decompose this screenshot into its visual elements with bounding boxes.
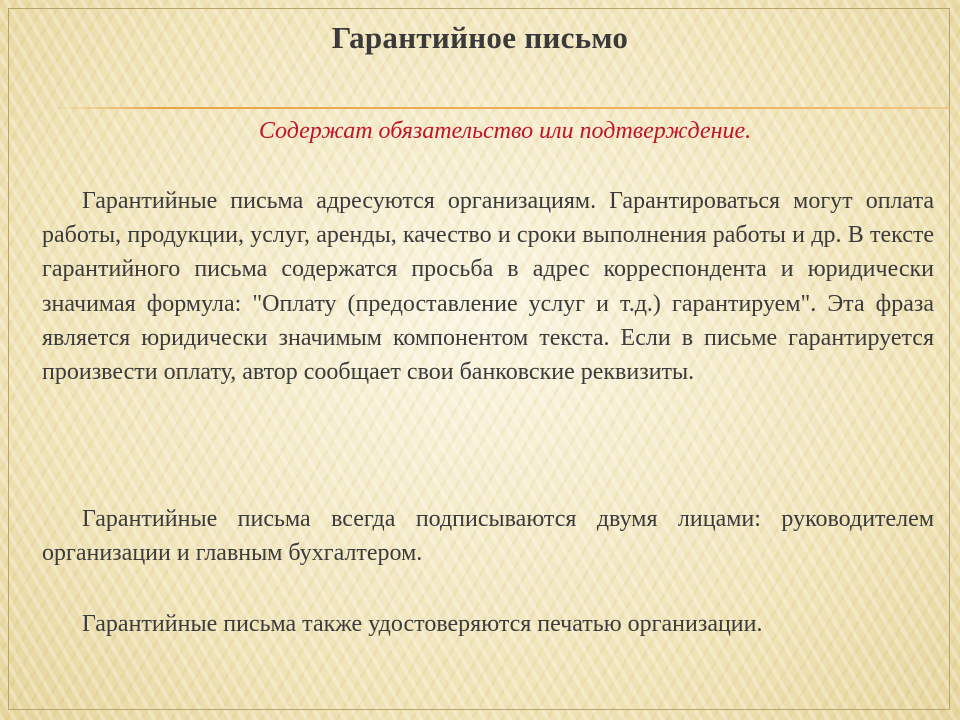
body-paragraph-seal: Гарантийные письма также удостоверяются печатью организации. [82, 611, 763, 637]
body-paragraph-addressing: Гарантийные письма адресуются организациям. Гарантироваться могут оплата работы, продукции, услуг, аренды, качество и сроки выполнения работы и др. В тексте гарантийного письма содержатся просьба в адрес корреспондента и юридически значимая формула: "Оплату (предоставление услуг и т.д.) гарантируем". Эта фраза является юридически значимым компонентом текста. Если в письме гарантируется произвести оплату, автор сообщает свои банковские реквизиты. [42, 188, 934, 386]
title-divider [52, 107, 950, 109]
slide-title: Гарантийное письмо [331, 20, 629, 55]
body-paragraph-signatures: Гарантийные письма всегда подписываются двумя лицами: руководителем организации и главным бухгалтером. [42, 506, 934, 567]
slide-subtitle: Содержат обязательство или подтверждение. [258, 118, 752, 144]
